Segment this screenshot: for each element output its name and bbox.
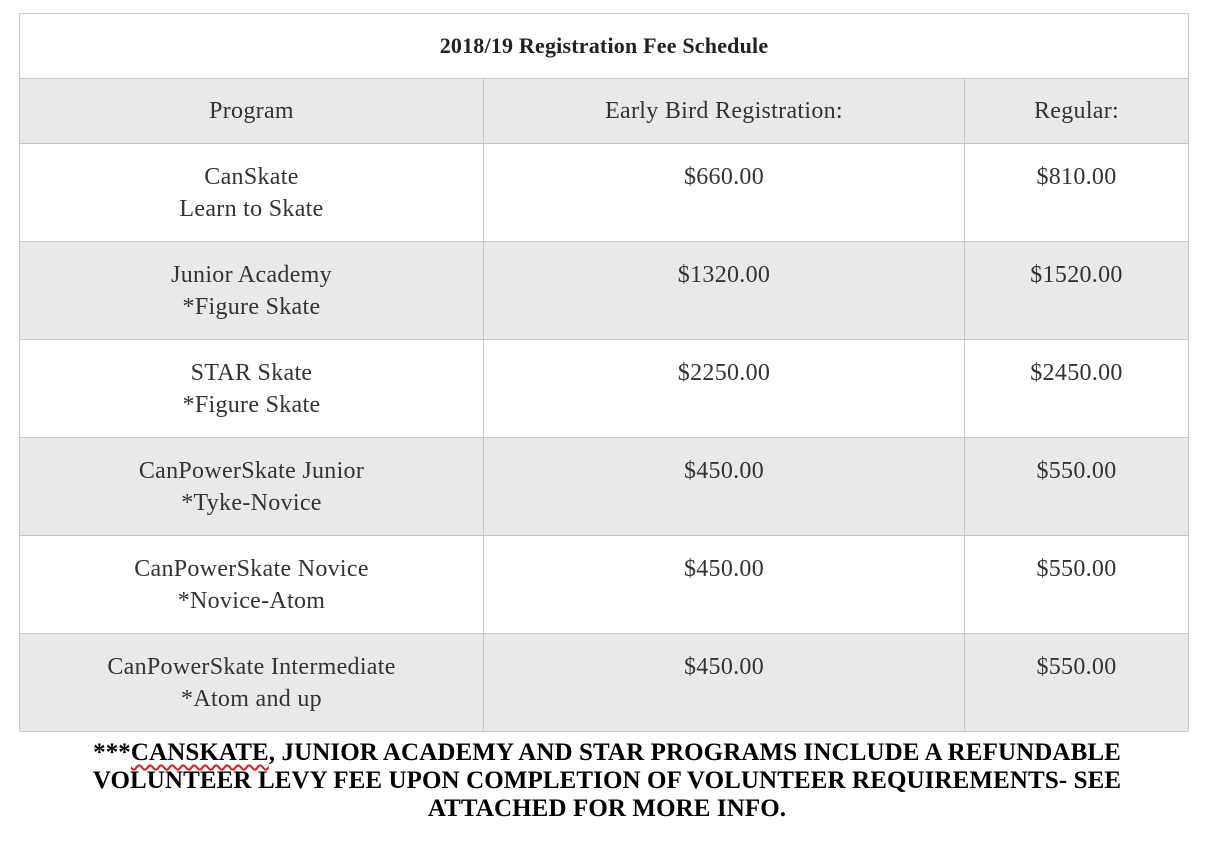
program-subtitle: *Figure Skate bbox=[182, 294, 321, 320]
regular-price: $1520.00 bbox=[965, 242, 1189, 340]
volunteer-levy-footnote bbox=[30, 739, 1184, 823]
footnote-prefix: *** bbox=[93, 739, 131, 766]
early-bird-price: $2250.00 bbox=[484, 340, 965, 438]
program-name: CanPowerSkate Novice bbox=[134, 556, 369, 582]
program-cell bbox=[20, 438, 484, 536]
program-cell bbox=[20, 634, 484, 732]
regular-price: $2450.00 bbox=[965, 340, 1189, 438]
table-row bbox=[20, 438, 1189, 536]
table-row bbox=[20, 634, 1189, 732]
program-name: CanPowerSkate Intermediate bbox=[107, 654, 396, 680]
program-subtitle: Learn to Skate bbox=[179, 196, 324, 222]
program-cell bbox=[20, 340, 484, 438]
regular-price: $810.00 bbox=[965, 144, 1189, 242]
program-name: Junior Academy bbox=[171, 262, 332, 288]
table-header-row bbox=[20, 79, 1189, 144]
spellcheck-flagged-word[interactable]: CANSKATE bbox=[130, 739, 269, 766]
early-bird-price: $660.00 bbox=[484, 144, 965, 242]
header-early-bird: Early Bird Registration: bbox=[484, 79, 965, 144]
regular-price: $550.00 bbox=[965, 634, 1189, 732]
program-cell bbox=[20, 536, 484, 634]
program-name: CanPowerSkate Junior bbox=[138, 458, 365, 484]
table-row bbox=[20, 242, 1189, 340]
header-regular: Regular: bbox=[965, 79, 1189, 144]
early-bird-price: $450.00 bbox=[484, 536, 965, 634]
regular-price: $550.00 bbox=[965, 536, 1189, 634]
early-bird-price: $450.00 bbox=[484, 438, 965, 536]
table-title-row bbox=[20, 14, 1189, 79]
footnote-text: , JUNIOR ACADEMY AND STAR PROGRAMS INCLUDE A REFUNDABLE VOLUNTEER LEVY FEE UPON COMPLETION OF VOLUNTEER REQUIREMENTS- SEE ATTACHED FOR MORE INFO. bbox=[92, 739, 1122, 822]
fee-schedule-table bbox=[19, 13, 1189, 732]
program-cell bbox=[20, 144, 484, 242]
regular-price: $550.00 bbox=[965, 438, 1189, 536]
program-name: CanSkate bbox=[204, 164, 299, 190]
table-row bbox=[20, 340, 1189, 438]
early-bird-price: $450.00 bbox=[484, 634, 965, 732]
header-program: Program bbox=[20, 79, 484, 144]
program-cell bbox=[20, 242, 484, 340]
table-row bbox=[20, 144, 1189, 242]
program-name: STAR Skate bbox=[190, 360, 313, 386]
program-subtitle: *Atom and up bbox=[181, 686, 322, 712]
program-subtitle: *Figure Skate bbox=[182, 392, 321, 418]
table-row bbox=[20, 536, 1189, 634]
early-bird-price: $1320.00 bbox=[484, 242, 965, 340]
program-subtitle: *Tyke-Novice bbox=[181, 490, 322, 516]
program-subtitle: *Novice-Atom bbox=[177, 588, 326, 614]
table-title: 2018/19 Registration Fee Schedule bbox=[20, 14, 1189, 79]
